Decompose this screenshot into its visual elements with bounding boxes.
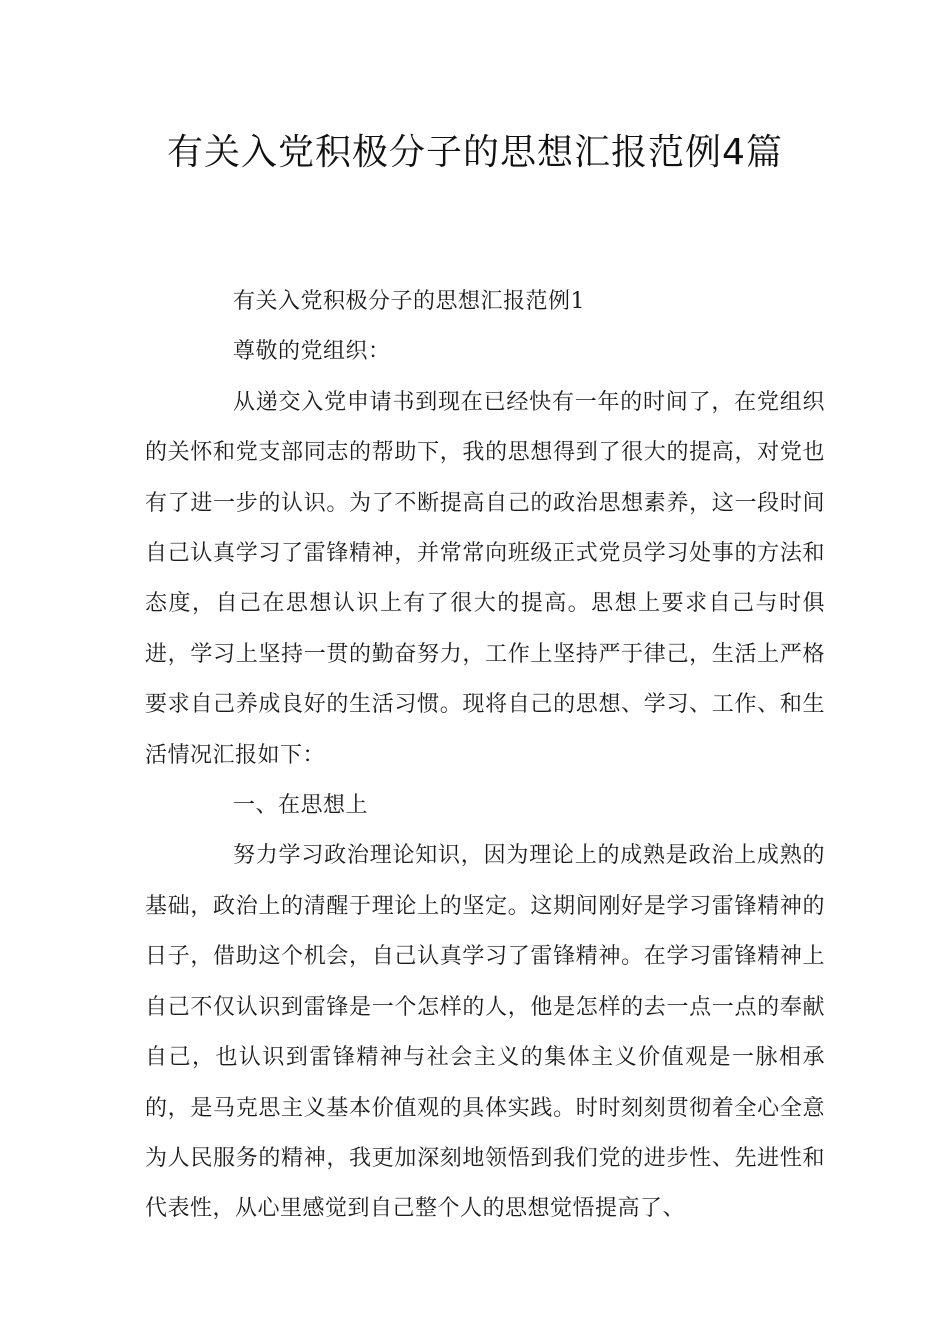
document-title: 有关入党积极分子的思想汇报范例4篇: [167, 132, 783, 173]
salutation: 尊敬的党组织：: [233, 339, 391, 365]
subsection-heading: 一、在思想上: [233, 793, 369, 819]
section-heading: 有关入党积极分子的思想汇报范例1: [233, 289, 585, 314]
document-body: [145, 277, 825, 1235]
paragraph: 从递交入党申请书到现在已经快有一年的时间了，在党组织的关怀和党支部同志的帮助下，我的思想得到了很大的提高，对党也有了进一步的认识。为了不断提高自己的政治思想素养，这一段时间自己认真学习了雷锋精神，并常常向班级正式党员学习处事的方法和态度，自己在思想认识上有了很大的提高。思想上要求自己与时俱进，学习上坚持一贯的勤奋努力，工作上坚持严于律己，生活上严格要求自己养成良好的生活习惯。现将自己的思想、学习、工作、和生活情况汇报如下：: [145, 389, 825, 768]
paragraph: 努力学习政治理论知识，因为理论上的成熟是政治上成熟的基础，政治上的清醒于理论上的坚定。这期间刚好是学习雷锋精神的日子，借助这个机会，自己认真学习了雷锋精神。在学习雷锋精神上自己不仅认识到雷锋是一个怎样的人，他是怎样的去一点一点的奉献自己，也认识到雷锋精神与社会主义的集体主义价值观是一脉相承的，是马克思主义基本价值观的具体实践。时时刻刻贯彻着全心全意为人民服务的精神，我更加深刻地领悟到我们党的进步性、先进性和代表性，从心里感觉到自己整个人的思想觉悟提高了、: [145, 843, 825, 1222]
